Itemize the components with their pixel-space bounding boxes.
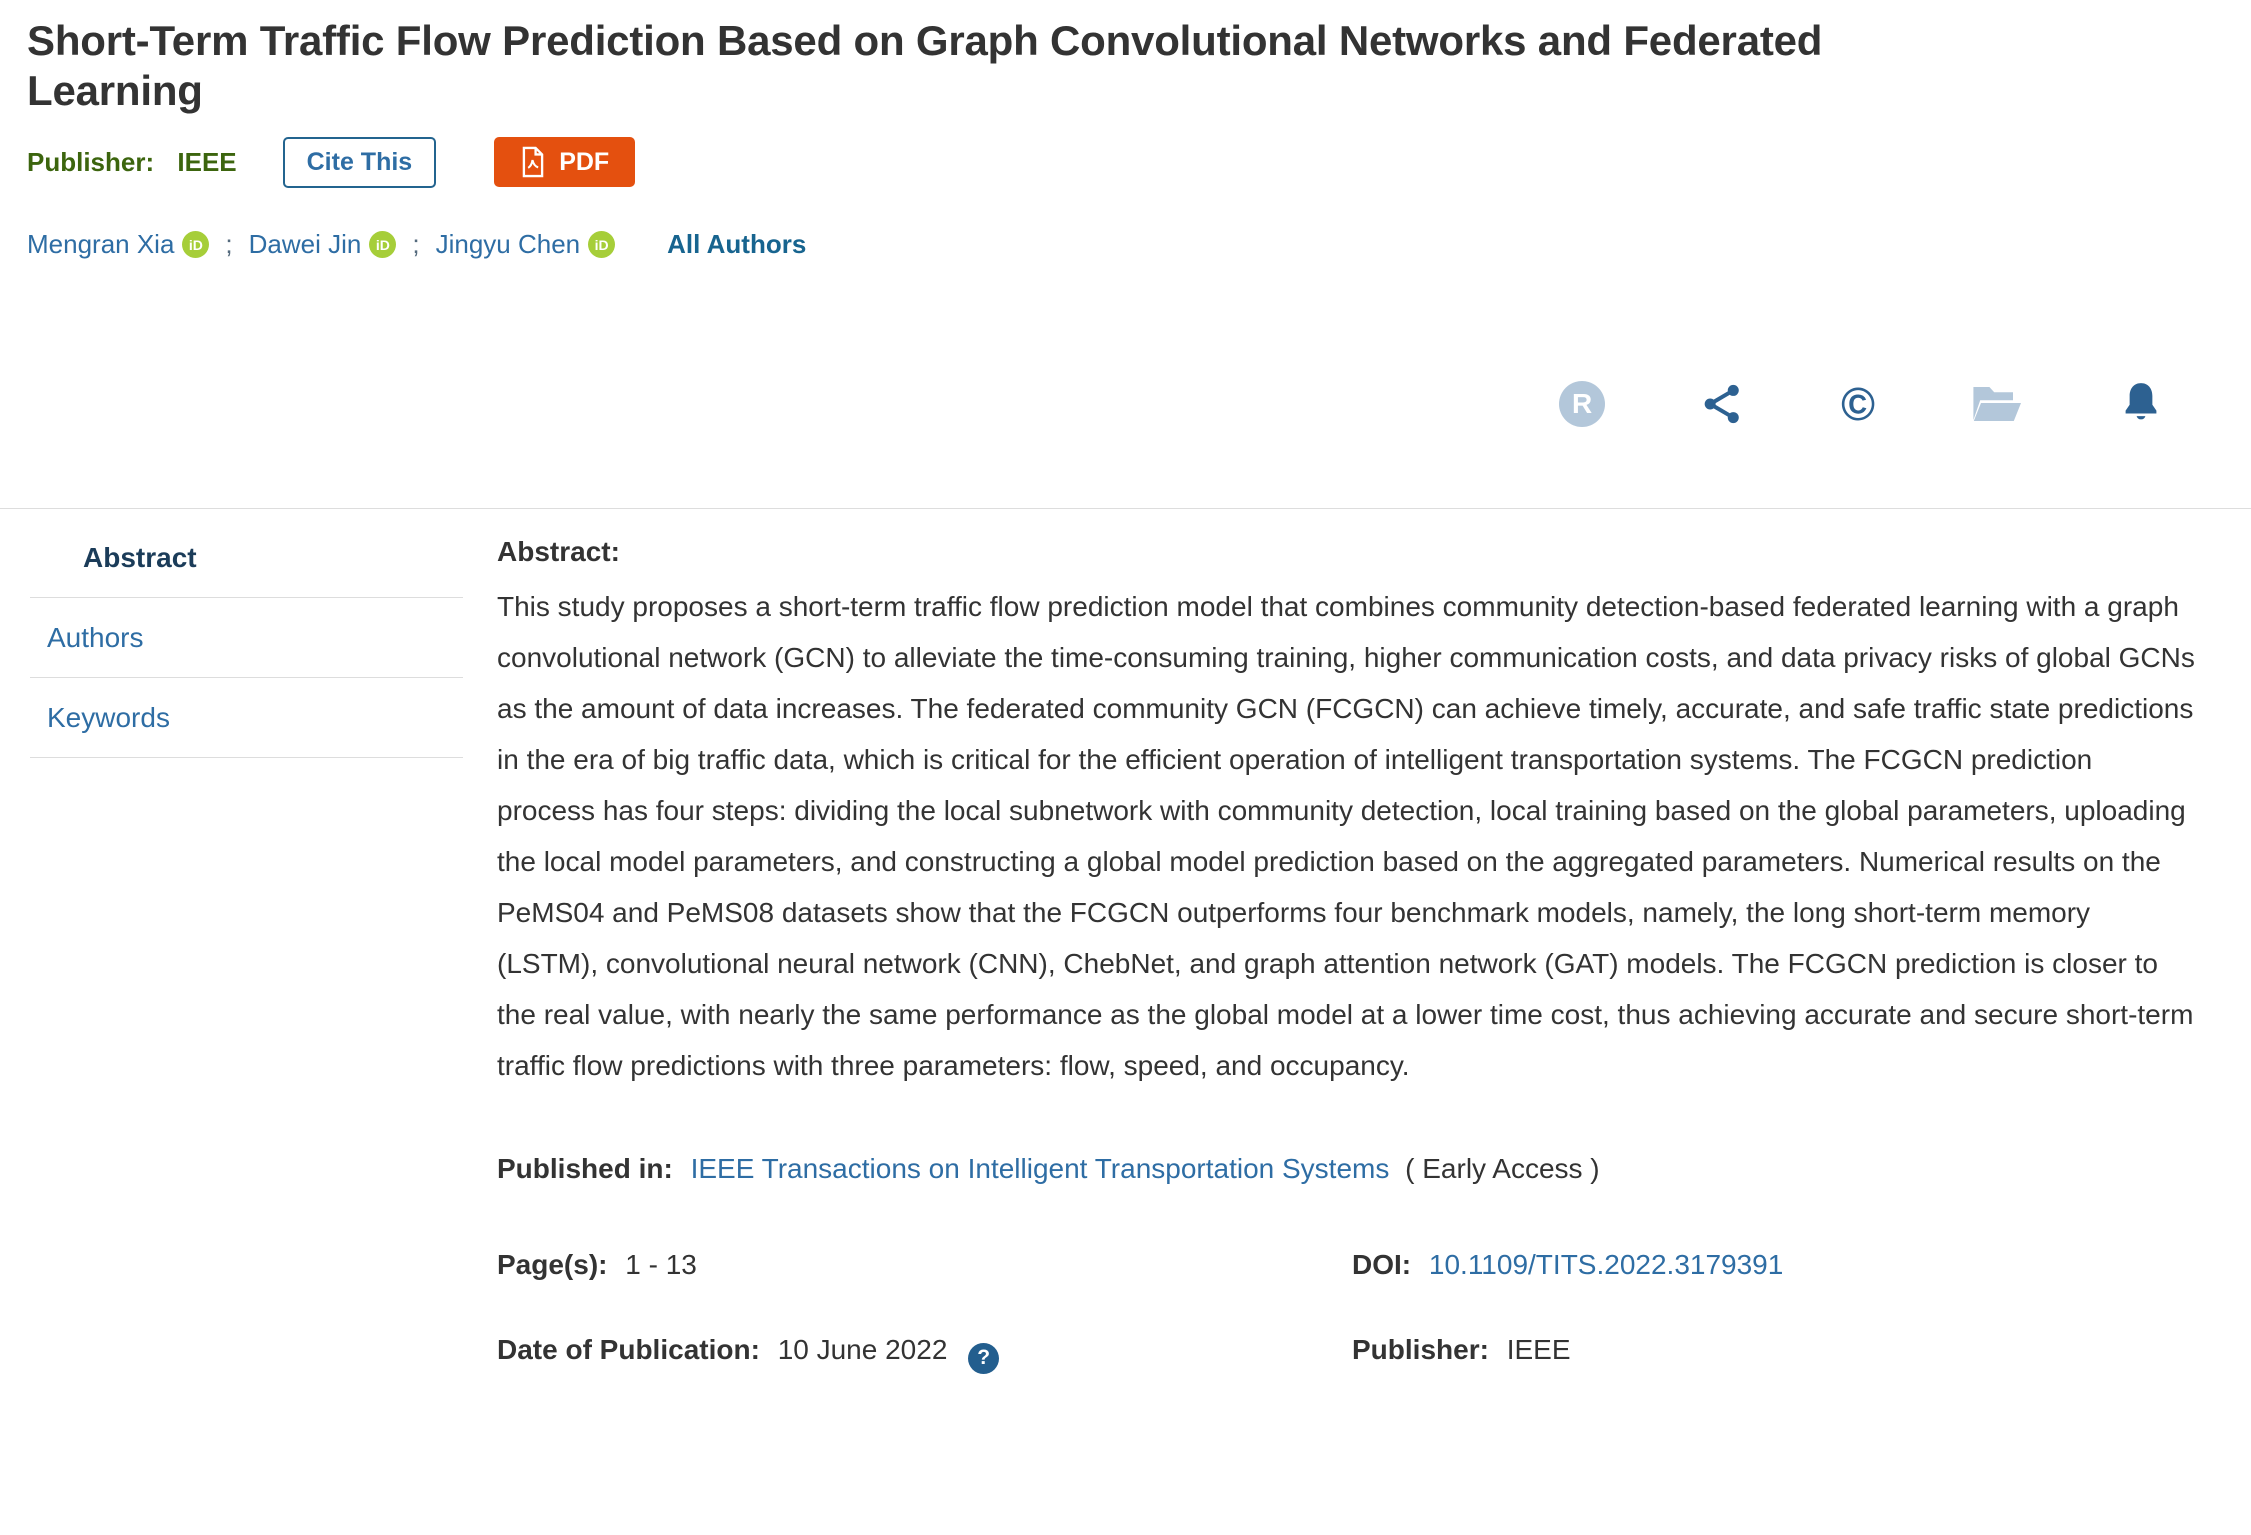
published-in-row bbox=[497, 1153, 2215, 1185]
copyright-icon[interactable] bbox=[1841, 378, 1875, 431]
author-separator: ; bbox=[412, 229, 420, 260]
doi-label: DOI: bbox=[1352, 1249, 1412, 1281]
bell-icon[interactable] bbox=[2119, 380, 2163, 428]
orcid-icon[interactable]: iD bbox=[588, 231, 615, 258]
r-circle-icon[interactable] bbox=[1559, 381, 1605, 427]
publisher-actions-row bbox=[27, 137, 2215, 187]
pages-label: Page(s): bbox=[497, 1249, 608, 1281]
all-authors-link[interactable]: All Authors bbox=[667, 229, 807, 260]
authors-row bbox=[27, 229, 2215, 260]
paper-header bbox=[0, 0, 2251, 430]
publication-date-row bbox=[497, 1334, 1352, 1374]
early-access-note: ( Early Access ) bbox=[1405, 1153, 1600, 1185]
orcid-icon[interactable]: iD bbox=[182, 231, 209, 258]
abstract-text: This study proposes a short-term traffic flow prediction model that combines community detection-based federated learning with a graph convolutional network (GCN) to alleviate the time-consuming training, higher communication costs, and data privacy risks of global GCNs as the amount of data increases. The federated community GCN (FCGCN) can achieve timely, accurate, and safe traffic state predictions in the era of big traffic data, which is critical for the efficient operation of intelligent transportation systems. The FCGCN prediction process has four steps: dividing the local subnetwork with community detection, local training based on the global parameters, uploading the local model parameters, and constructing a global model prediction based on the aggregated parameters. Numerical results on the PeMS04 and PeMS08 datasets show that the FCGCN outperforms four benchmark models, namely, the long short-term memory (LSTM), convolutional neural network (CNN), ChebNet, and graph attention network (GAT) models. The FCGCN prediction is closer to the real value, with nearly the same performance as the global model at a lower time cost, thus achieving accurate and secure short-term traffic flow predictions with three parameters: flow, speed, and occupancy. bbox=[497, 591, 2195, 1082]
document-nav-sidebar bbox=[30, 509, 463, 758]
icon-toolbar bbox=[27, 378, 2215, 430]
meta-publisher-label: Publisher: bbox=[1352, 1334, 1489, 1366]
author-separator: ; bbox=[225, 229, 233, 260]
content-area bbox=[0, 509, 2251, 1374]
pages-value: 1 - 13 bbox=[625, 1249, 697, 1281]
meta-publisher-value: IEEE bbox=[1506, 1334, 1571, 1366]
copyright-glyph: © bbox=[1841, 378, 1875, 431]
open-folder-icon[interactable] bbox=[1971, 383, 2023, 425]
pdf-button-label: PDF bbox=[559, 147, 610, 176]
page-title: Short-Term Traffic Flow Prediction Based on Graph Convolutional Networks and Federated Learning bbox=[27, 17, 1823, 114]
sidebar-item-authors[interactable]: Authors bbox=[30, 598, 463, 678]
author-link[interactable]: Jingyu Chen bbox=[435, 229, 581, 260]
share-icon[interactable] bbox=[1701, 382, 1745, 426]
publication-date-value: 10 June 2022 bbox=[777, 1334, 948, 1366]
doi-row bbox=[1352, 1249, 2197, 1281]
abstract-section bbox=[463, 509, 2251, 1374]
publisher-row bbox=[1352, 1334, 2197, 1374]
abstract-heading: Abstract: bbox=[497, 536, 620, 568]
publisher-value: IEEE bbox=[177, 146, 237, 177]
publisher-label: Publisher: bbox=[27, 146, 155, 177]
doi-link[interactable]: 10.1109/TITS.2022.3179391 bbox=[1428, 1249, 1784, 1281]
author-link[interactable]: Mengran Xia bbox=[27, 229, 175, 260]
author-link[interactable]: Dawei Jin bbox=[248, 229, 362, 260]
orcid-icon[interactable]: iD bbox=[369, 231, 396, 258]
pdf-button[interactable] bbox=[494, 137, 635, 187]
journal-link[interactable]: IEEE Transactions on Intelligent Transportation Systems bbox=[690, 1153, 1390, 1185]
published-in-label: Published in: bbox=[497, 1153, 673, 1185]
cite-this-button[interactable]: Cite This bbox=[283, 137, 437, 188]
sidebar-item-abstract[interactable]: Abstract bbox=[30, 509, 463, 598]
publisher-info bbox=[27, 147, 237, 178]
r-circle-glyph: R bbox=[1559, 381, 1605, 427]
help-icon[interactable]: ? bbox=[968, 1343, 999, 1374]
pdf-file-icon bbox=[520, 146, 546, 178]
sidebar-item-keywords[interactable]: Keywords bbox=[30, 678, 463, 758]
pages-row bbox=[497, 1249, 1352, 1281]
publication-date-label: Date of Publication: bbox=[497, 1334, 760, 1366]
metadata-grid bbox=[497, 1249, 2197, 1374]
